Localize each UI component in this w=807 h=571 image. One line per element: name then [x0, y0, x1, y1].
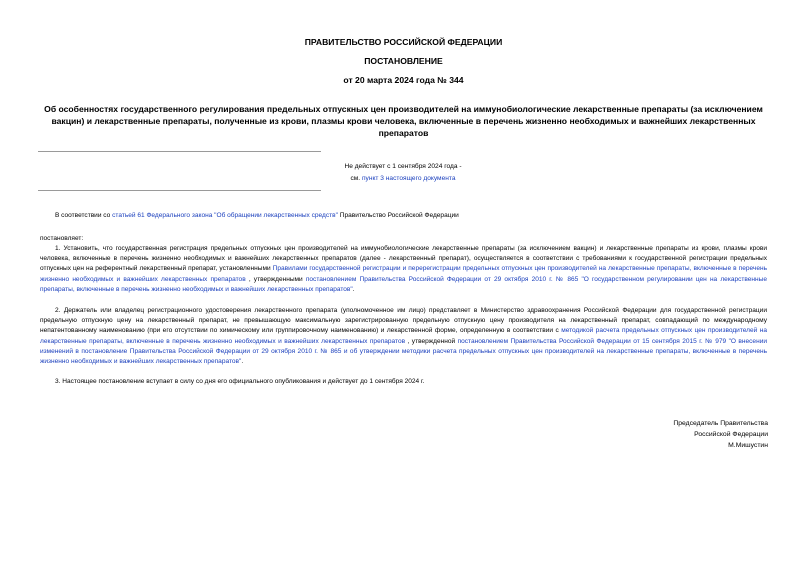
paragraph-1: 1. Установить, что государственная регистрация предельных отпускных цен производителей на иммунобиологические лекарственные препараты (за исключением вакцин) и лекарственные препараты из крови, плазмы крови человека, включенные в перечень жизненно необходимых и важнейших лекарственных препаратов (далее - лекарственный препарат), осуществляется в соответствии с требованиями к государственной регистрации предельных отпускных цен на референтный лекарственный препарат, установленными Правилами государственной регистрации и перерегистрации предельных отпускных цен производителей на лекарственные препараты, включенные в перечень жизненно необходимых и важнейших лекарственных препаратов , утвержденными постановлением Правительства Российской Федерации от 29 октября 2010 г. № 865 "О государственном регулировании цен на лекарственные препараты, включенные в перечень жизненно необходимых и важнейших лекарственных препаратов". — [40, 245, 767, 293]
status-line-2: см. пункт 3 настоящего документа — [350, 175, 456, 182]
document-title: Об особенностях государственного регулирования предельных отпускных цен производителей на иммунобиологические лекарственные препараты (за исключением вакцин) и лекарственные препараты, полученные из крови, плазмы крови человека, включенные в перечень жизненно необходимых и важнейших лекарственных препаратов — [44, 104, 763, 138]
intro-paragraph: В соответствии со статьей 61 Федерального закона "Об обращении лекарственных средств" Правительство Российской Федерации — [55, 212, 459, 219]
divider-bottom — [38, 190, 321, 191]
divider-top — [38, 151, 321, 152]
document-type: ПОСТАНОВЛЕНИЕ — [364, 56, 443, 66]
decides-text: постановляет: — [40, 235, 84, 242]
signature-title: Председатель Правительства — [673, 420, 768, 427]
paragraph-2: 2. Держатель или владелец регистрационного удостоверения лекарственного препарата (уполномоченное им лицо) представляет в Министерство здравоохранения Российской Федерации для государственной регистрации предельную отпускную цену на лекарственный препарат, не превышающую максимальную зарегистрированную предельную отпускную цену производителя на лекарственный препарат, совпадающий по международному непатентованному наименованию (при его отсутствии по химическому или группировочному наименованию) и лекарственной форме, определенную в соответствии с методикой расчета предельных отпускных цен производителей на лекарственные препараты, включенные в перечень жизненно необходимых и важнейших лекарственных препаратов , утвержденной постановлением Правительства Российской Федерации от 15 сентября 2015 г. № 979 "О внесении изменений в постановление Правительства Российской Федерации от 29 октября 2010 г. № 865 и об утверждении методики расчета предельных отпускных цен производителей на лекарственные препараты, включенные в перечень жизненно необходимых и важнейших лекарственных препаратов". — [40, 307, 768, 366]
signature-block — [673, 419, 768, 451]
rules-link[interactable]: Правилами государственной регистрации и перерегистрации предельных отпускных цен производителей на лекарственные препараты, включенные в перечень жизненно необходимых и важнейших лекарственных препаратов — [40, 265, 767, 283]
status-link[interactable]: пункт 3 настоящего документа — [361, 175, 456, 182]
law-link[interactable]: статьей 61 Федерального закона "Об обращении лекарственных средств" — [112, 212, 338, 219]
government-name: ПРАВИТЕЛЬСТВО РОССИЙСКОЙ ФЕДЕРАЦИИ — [304, 37, 503, 47]
methodology-link[interactable]: методикой расчета предельных отпускных цен производителей на лекарственные препараты, включенные в перечень жизненно необходимых и важнейших лекарственных препаратов — [40, 327, 767, 345]
signature-name: М.Мишустин — [728, 441, 768, 449]
document-date-number: от 20 марта 2024 года № 344 — [343, 75, 464, 85]
signature-org: Российской Федерации — [694, 430, 768, 438]
paragraph-3: 3. Настоящее постановление вступает в силу со дня его официального опубликования и действует до 1 сентября 2024 г. — [55, 378, 425, 385]
decree-979-link[interactable]: постановлением Правительства Российской Федерации от 15 сентября 2015 г. № 979 "О внесении изменений в постановление Правительства Российской Федерации от 29 октября 2010 г. № 865 и об утверждении методики расчета предельных отпускных цен производителей на лекарственные препараты, включенные в перечень жизненно необходимых и важнейших лекарственных препаратов" — [40, 337, 768, 366]
decree-865-link[interactable]: постановлением Правительства Российской Федерации от 29 октября 2010 г. № 865 "О государственном регулировании цен на лекарственные препараты, включенные в перечень жизненно необходимых и важнейших лекарственных препаратов" — [40, 275, 767, 293]
status-line-1: Не действует с 1 сентября 2024 года - — [344, 163, 462, 170]
